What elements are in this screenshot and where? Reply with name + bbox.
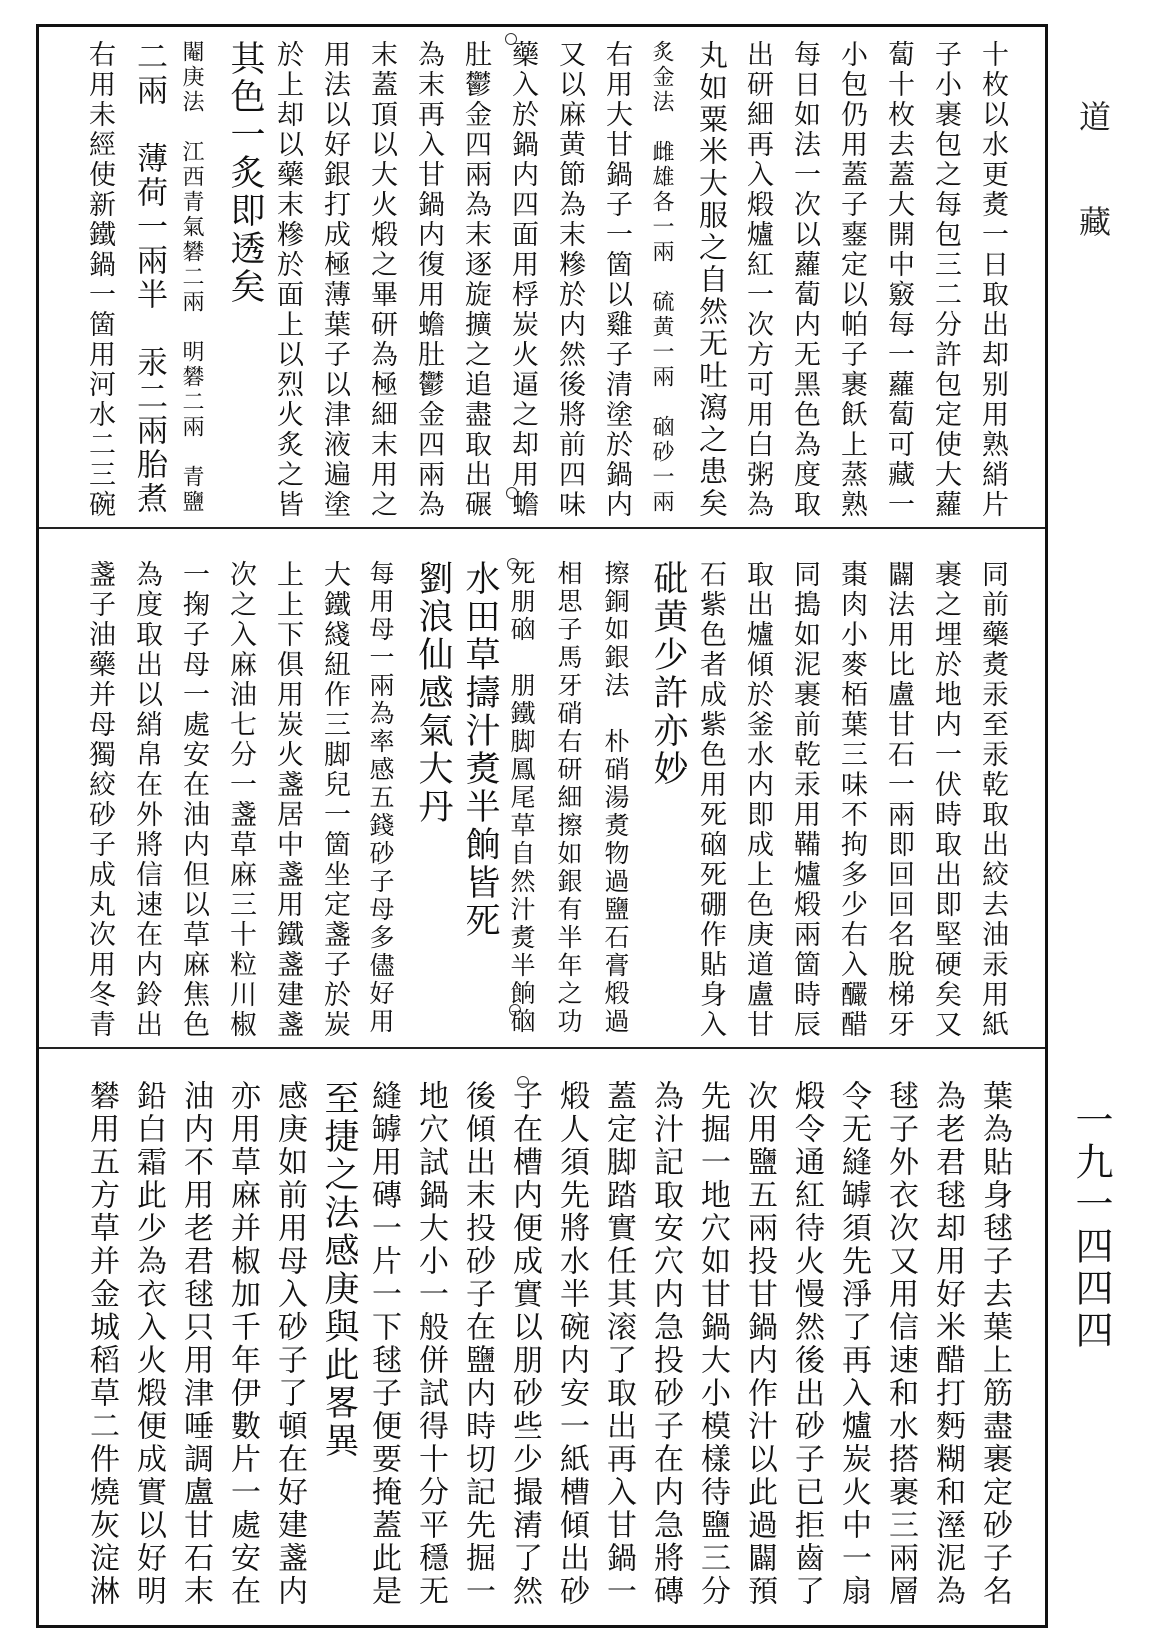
text-column: 蔔十枚去蓋大開中竅每一蘿蔔可藏一 xyxy=(883,40,914,520)
text-column: 閹庚法 江西青氣礬二兩 明礬二兩 青鹽 xyxy=(179,40,204,515)
text-column: 劉浪仙感氣大丹 xyxy=(413,560,453,826)
margin-char-2: 藏 xyxy=(1074,205,1112,237)
page-number: 一九一四四四 xyxy=(1069,1100,1113,1352)
text-column: 肚鬱金四兩為末逐旋擴之追盡取出碾 xyxy=(460,40,491,520)
text-column: 丸如粟米大服之自然无吐瀉之患矣 xyxy=(695,40,729,520)
text-column: 又以麻黄節為末糝於内然後將前四味 xyxy=(554,40,585,520)
text-column: 棗肉小麥栢葉三味不拘多少右入釅醋 xyxy=(836,560,867,1040)
text-column: 地穴試鍋大小一般併試得十分平穩无 xyxy=(413,1080,448,1608)
text-column: 右用大甘鍋子一箇以雞子清塗於鍋内 xyxy=(601,40,632,520)
text-column: 十枚以水更煑一日取出却别用熟綃片 xyxy=(977,40,1008,520)
text-panel-top xyxy=(44,40,1044,520)
text-column: 藥入於鍋内四面用桴炭火逼之却用蟾 xyxy=(507,40,538,520)
text-column: 先掘一地穴如甘鍋大小模樣待鹽三分 xyxy=(695,1080,730,1608)
text-column: 為末再入甘鍋内復用蟾肚鬱金四兩為 xyxy=(413,40,444,520)
text-column: 用法以好銀打成極薄葉子以津液遍塗 xyxy=(319,40,350,520)
text-column: 同前藥煑汞至汞乾取出絞去油汞用紙 xyxy=(977,560,1008,1040)
text-column: 子在槽内便成實以朋砂些少撮清了然 xyxy=(507,1080,542,1608)
text-column: 取出爐傾於釜水内即成上色庚道盧甘 xyxy=(742,560,773,1040)
text-column: 鉛白霜此少為衣入火煅便成實以好明 xyxy=(131,1080,166,1608)
text-column: 相思子馬牙硝右研細擦如銀有半年之功 xyxy=(554,560,583,1036)
text-column: 右用未經使新鐵鍋一箇用河水二三碗 xyxy=(84,40,115,520)
text-column: 其色一炙即透矣 xyxy=(225,40,265,306)
text-column: 水田草擣汁煑半餉皆死 xyxy=(460,560,500,940)
text-column: 油内不用老君毬只用津唾調盧甘石末 xyxy=(178,1080,213,1608)
text-column: 亦用草麻并椒加千年伊數片一處安在 xyxy=(225,1080,260,1608)
text-column: 死朋硇 朋鐵脚鳳尾草自然汁煑半餉硇 xyxy=(507,560,536,1036)
text-column: 煅令通紅待火慢然後出砂子已拒齒了 xyxy=(789,1080,824,1608)
text-column: 大鐵綫紐作三脚兒一箇坐定盞子於炭 xyxy=(319,560,350,1040)
text-column: 砒黄少許亦妙 xyxy=(648,560,688,788)
text-column: 同搗如泥裹前乾汞用鞴爐煅兩箇時辰 xyxy=(789,560,820,1040)
text-column: 子小裹包之每包三二分許包定使大蘿 xyxy=(930,40,961,520)
text-column: 令无縫罅須先淨了再入爐炭火中一扇 xyxy=(836,1080,871,1608)
text-column: 上上下俱用炭火盞居中盞用鐵盞建盞 xyxy=(272,560,303,1040)
text-column: 毬子外衣次又用信速和水搭裹三兩層 xyxy=(883,1080,918,1608)
text-panel-middle xyxy=(44,560,1044,1040)
text-column: 煅人須先將水半碗内安一紙槽傾出砂 xyxy=(554,1080,589,1608)
text-column: 盞子油藥并母獨絞砂子成丸次用冬青 xyxy=(84,560,115,1040)
text-column: 次用鹽五兩投甘鍋内作汁以此過闢預 xyxy=(742,1080,777,1608)
margin-char-1: 道 xyxy=(1074,100,1112,132)
panel-divider-2 xyxy=(39,1047,1045,1049)
text-column: 蓋定脚踏實任其滚了取出再入甘鍋一 xyxy=(601,1080,636,1608)
text-column: 葉為貼身毬子去葉上筋盡裹定砂子名 xyxy=(977,1080,1012,1608)
text-column: 末蓋頂以大火煅之畢研為極細末用之 xyxy=(366,40,397,520)
text-column: 於上却以藥末糝於面上以烈火炙之皆 xyxy=(272,40,303,520)
text-column: 石紫色者成紫色用死硇死硼作貼身入 xyxy=(695,560,726,1040)
text-column: 小包仍用蓋子䥅定以帕子裹飫上蒸熟 xyxy=(836,40,867,520)
text-column: 裹之埋於地内一伏時取出即堅硬矣又 xyxy=(930,560,961,1040)
text-column: 至捷之法感庚與此畧異 xyxy=(319,1080,359,1460)
text-column: 縫罅用磚一片一下毬子便要掩蓋此是 xyxy=(366,1080,401,1608)
text-column: 感庚如前用母入砂子了頓在好建盞内 xyxy=(272,1080,307,1608)
text-column: 為老君毬却用好米醋打麪糊和溼泥為 xyxy=(930,1080,965,1608)
text-column: 闢法用比盧甘石一兩即回回名脫梯牙 xyxy=(883,560,914,1040)
text-column: 為度取出以綃帛在外將信速在内鈴出 xyxy=(131,560,162,1040)
text-panel-bottom xyxy=(44,1080,1044,1620)
text-column: 二兩 薄荷一兩半 汞二兩胎煮 xyxy=(131,40,167,516)
text-column: 為汁記取安穴内急投砂子在内急將磚 xyxy=(648,1080,683,1608)
text-column: 擦銅如銀法 朴硝湯煑物過鹽石膏煅過 xyxy=(601,560,630,1036)
panel-divider-1 xyxy=(39,527,1045,529)
text-column: 每日如法一次以蘿蔔内无黑色為度取 xyxy=(789,40,820,520)
text-column: 一掬子母一處安在油内但以草麻焦色 xyxy=(178,560,209,1040)
text-column: 礬用五方草并金城稻草二件燒灰淀淋 xyxy=(84,1080,119,1608)
text-column: 後傾出末投砂子在鹽内時切記先掘一 xyxy=(460,1080,495,1608)
text-column: 出研細再入煅爐紅一次方可用白粥為 xyxy=(742,40,773,520)
text-column: 炙金法 雌雄各一兩 硫黄一兩 硇砂一兩 xyxy=(649,40,674,515)
text-column: 每用母一兩為率感五錢砂子母多儘好用 xyxy=(366,560,395,1036)
text-column: 次之入麻油七分一盞草麻三十粒川椒 xyxy=(225,560,256,1040)
